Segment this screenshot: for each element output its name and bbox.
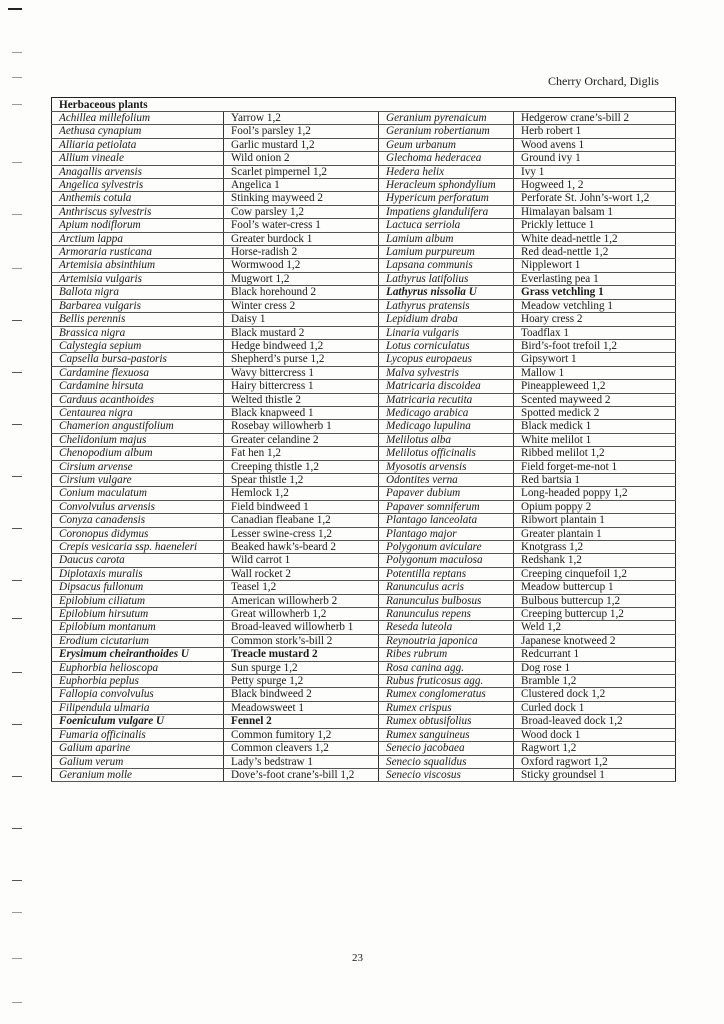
table-row	[52, 366, 676, 379]
scientific-name-cell: Potentilla reptans	[379, 567, 514, 580]
scientific-name-cell: Armoraria rusticana	[52, 246, 224, 259]
scientific-name-cell: Heracleum sphondylium	[379, 179, 514, 192]
common-name-cell: Creeping buttercup 1,2	[514, 608, 676, 621]
common-name-cell: Ribwort plantain 1	[514, 514, 676, 527]
scientific-name-cell: Melilotus officinalis	[379, 447, 514, 460]
scientific-name-cell: Epilobium montanum	[52, 621, 224, 634]
table-row	[52, 514, 676, 527]
scientific-name-cell: Daucus carota	[52, 554, 224, 567]
scientific-name-cell: Carduus acanthoides	[52, 393, 224, 406]
scientific-name-cell: Rubus fruticosus agg.	[379, 675, 514, 688]
scientific-name-cell: Malva sylvestris	[379, 366, 514, 379]
scientific-name-cell: Galium verum	[52, 755, 224, 768]
table-row	[52, 272, 676, 285]
table-row	[52, 125, 676, 138]
scientific-name-cell: Rumex crispus	[379, 701, 514, 714]
common-name-cell: Bird’s-foot trefoil 1,2	[514, 339, 676, 352]
table-row	[52, 567, 676, 580]
scientific-name-cell: Fumaria officinalis	[52, 728, 224, 741]
common-name-cell: Stinking mayweed 2	[224, 192, 379, 205]
scientific-name-cell: Ranunculus acris	[379, 581, 514, 594]
scientific-name-cell: Papaver dubium	[379, 487, 514, 500]
common-name-cell: Greater burdock 1	[224, 232, 379, 245]
common-name-cell: Mugwort 1,2	[224, 272, 379, 285]
table-row	[52, 165, 676, 178]
common-name-cell: Himalayan balsam 1	[514, 205, 676, 218]
common-name-cell: Dove’s-foot crane’s-bill 1,2	[224, 768, 379, 781]
scientific-name-cell: Barbarea vulgaris	[52, 299, 224, 312]
table-row	[52, 594, 676, 607]
scientific-name-cell: Ranunculus repens	[379, 608, 514, 621]
table-row	[52, 715, 676, 728]
scientific-name-cell: Lotus corniculatus	[379, 339, 514, 352]
table-row	[52, 621, 676, 634]
common-name-cell: Long-headed poppy 1,2	[514, 487, 676, 500]
common-name-cell: Wall rocket 2	[224, 567, 379, 580]
common-name-cell: Hoary cress 2	[514, 313, 676, 326]
table-row	[52, 138, 676, 151]
scientific-name-cell: Senecio viscosus	[379, 768, 514, 781]
scientific-name-cell: Arctium lappa	[52, 232, 224, 245]
scientific-name-cell: Apium nodiflorum	[52, 219, 224, 232]
common-name-cell: Prickly lettuce 1	[514, 219, 676, 232]
scientific-name-cell: Lathyrus pratensis	[379, 299, 514, 312]
scientific-name-cell: Achillea millefolium	[52, 112, 224, 125]
table-row	[52, 353, 676, 366]
scientific-name-cell: Conyza canadensis	[52, 514, 224, 527]
scientific-name-cell: Anthriscus sylvestris	[52, 205, 224, 218]
common-name-cell: Black knapweed 1	[224, 406, 379, 419]
common-name-cell: Red dead-nettle 1,2	[514, 246, 676, 259]
common-name-cell: Meadowsweet 1	[224, 701, 379, 714]
common-name-cell: Shepherd’s purse 1,2	[224, 353, 379, 366]
common-name-cell: Garlic mustard 1,2	[224, 138, 379, 151]
scientific-name-cell: Geranium molle	[52, 768, 224, 781]
common-name-cell: Field bindweed 1	[224, 500, 379, 513]
common-name-cell: Greater plantain 1	[514, 527, 676, 540]
common-name-cell: Black horehound 2	[224, 286, 379, 299]
table-row	[52, 232, 676, 245]
table-row	[52, 380, 676, 393]
scientific-name-cell: Matricaria recutita	[379, 393, 514, 406]
scientific-name-cell: Lathyrus latifolius	[379, 272, 514, 285]
scientific-name-cell: Polygonum maculosa	[379, 554, 514, 567]
scientific-name-cell: Allium vineale	[52, 152, 224, 165]
common-name-cell: Japanese knotweed 2	[514, 634, 676, 647]
common-name-cell: Bulbous buttercup 1,2	[514, 594, 676, 607]
table-row	[52, 112, 676, 125]
table-row	[52, 406, 676, 419]
common-name-cell: Wood dock 1	[514, 728, 676, 741]
common-name-cell: Lesser swine-cress 1,2	[224, 527, 379, 540]
common-name-cell: Fennel 2	[224, 715, 379, 728]
scan-binding-marks	[0, 0, 30, 1024]
common-name-cell: Red bartsia 1	[514, 473, 676, 486]
table-row	[52, 447, 676, 460]
table-row	[52, 688, 676, 701]
common-name-cell: Redcurrant 1	[514, 648, 676, 661]
common-name-cell: Greater celandine 2	[224, 433, 379, 446]
scientific-name-cell: Epilobium ciliatum	[52, 594, 224, 607]
common-name-cell: Perforate St. John’s-wort 1,2	[514, 192, 676, 205]
common-name-cell: Horse-radish 2	[224, 246, 379, 259]
scientific-name-cell: Chenopodium album	[52, 447, 224, 460]
common-name-cell: Herb robert 1	[514, 125, 676, 138]
table-row	[52, 701, 676, 714]
common-name-cell: Curled dock 1	[514, 701, 676, 714]
scientific-name-cell: Lepidium draba	[379, 313, 514, 326]
table-heading-row	[52, 98, 676, 112]
table-row	[52, 299, 676, 312]
scientific-name-cell: Plantago lanceolata	[379, 514, 514, 527]
common-name-cell: Hogweed 1, 2	[514, 179, 676, 192]
location-header: Cherry Orchard, Diglis	[548, 74, 659, 88]
scientific-name-cell: Odontites verna	[379, 473, 514, 486]
common-name-cell: Nipplewort 1	[514, 259, 676, 272]
scientific-name-cell: Angelica sylvestris	[52, 179, 224, 192]
scientific-name-cell: Dipsacus fullonum	[52, 581, 224, 594]
common-name-cell: Hairy bittercress 1	[224, 380, 379, 393]
scientific-name-cell: Fallopia convolvulus	[52, 688, 224, 701]
common-name-cell: Wavy bittercress 1	[224, 366, 379, 379]
table-row	[52, 648, 676, 661]
common-name-cell: Wild carrot 1	[224, 554, 379, 567]
scientific-name-cell: Artemisia vulgaris	[52, 272, 224, 285]
scientific-name-cell: Cardamine hirsuta	[52, 380, 224, 393]
table-row	[52, 500, 676, 513]
common-name-cell: Sun spurge 1,2	[224, 661, 379, 674]
table-row	[52, 527, 676, 540]
scientific-name-cell: Foeniculum vulgare U	[52, 715, 224, 728]
scientific-name-cell: Euphorbia peplus	[52, 675, 224, 688]
scientific-name-cell: Rumex conglomeratus	[379, 688, 514, 701]
scientific-name-cell: Lycopus europaeus	[379, 353, 514, 366]
common-name-cell: Daisy 1	[224, 313, 379, 326]
plant-table	[51, 97, 676, 782]
scientific-name-cell: Geranium pyrenaicum	[379, 112, 514, 125]
scientific-name-cell: Rumex sanguineus	[379, 728, 514, 741]
scientific-name-cell: Glechoma hederacea	[379, 152, 514, 165]
table-row	[52, 179, 676, 192]
table-row	[52, 554, 676, 567]
scientific-name-cell: Reynoutria japonica	[379, 634, 514, 647]
common-name-cell: Mallow 1	[514, 366, 676, 379]
common-name-cell: Opium poppy 2	[514, 500, 676, 513]
scientific-name-cell: Linaria vulgaris	[379, 326, 514, 339]
scientific-name-cell: Lapsana communis	[379, 259, 514, 272]
scientific-name-cell: Ballota nigra	[52, 286, 224, 299]
scientific-name-cell: Lathyrus nissolia U	[379, 286, 514, 299]
common-name-cell: Rosebay willowherb 1	[224, 420, 379, 433]
common-name-cell: Scarlet pimpernel 1,2	[224, 165, 379, 178]
table-row	[52, 634, 676, 647]
scientific-name-cell: Ribes rubrum	[379, 648, 514, 661]
scientific-name-cell: Conium maculatum	[52, 487, 224, 500]
scientific-name-cell: Rumex obtusifolius	[379, 715, 514, 728]
common-name-cell: Yarrow 1,2	[224, 112, 379, 125]
table-row	[52, 581, 676, 594]
common-name-cell: Oxford ragwort 1,2	[514, 755, 676, 768]
common-name-cell: Broad-leaved willowherb 1	[224, 621, 379, 634]
common-name-cell: Creeping cinquefoil 1,2	[514, 567, 676, 580]
common-name-cell: Black bindweed 2	[224, 688, 379, 701]
common-name-cell: Fat hen 1,2	[224, 447, 379, 460]
table-row	[52, 661, 676, 674]
common-name-cell: Meadow buttercup 1	[514, 581, 676, 594]
table-heading: Herbaceous plants	[52, 98, 676, 112]
table-row	[52, 742, 676, 755]
table-row	[52, 608, 676, 621]
common-name-cell: Common fumitory 1,2	[224, 728, 379, 741]
common-name-cell: Ivy 1	[514, 165, 676, 178]
scientific-name-cell: Lamium album	[379, 232, 514, 245]
common-name-cell: Bramble 1,2	[514, 675, 676, 688]
common-name-cell: Weld 1,2	[514, 621, 676, 634]
common-name-cell: Wood avens 1	[514, 138, 676, 151]
scientific-name-cell: Senecio jacobaea	[379, 742, 514, 755]
common-name-cell: Hedge bindweed 1,2	[224, 339, 379, 352]
common-name-cell: Ragwort 1,2	[514, 742, 676, 755]
table-row	[52, 219, 676, 232]
table-row	[52, 487, 676, 500]
table-row	[52, 541, 676, 554]
table-row	[52, 205, 676, 218]
common-name-cell: Teasel 1,2	[224, 581, 379, 594]
page-number: 23	[352, 952, 363, 964]
scientific-name-cell: Artemisia absinthium	[52, 259, 224, 272]
table-row	[52, 286, 676, 299]
scientific-name-cell: Myosotis arvensis	[379, 460, 514, 473]
scientific-name-cell: Anagallis arvensis	[52, 165, 224, 178]
common-name-cell: Everlasting pea 1	[514, 272, 676, 285]
common-name-cell: Winter cress 2	[224, 299, 379, 312]
scientific-name-cell: Cirsium vulgare	[52, 473, 224, 486]
common-name-cell: Creeping thistle 1,2	[224, 460, 379, 473]
scientific-name-cell: Calystegia sepium	[52, 339, 224, 352]
scientific-name-cell: Geum urbanum	[379, 138, 514, 151]
scientific-name-cell: Cardamine flexuosa	[52, 366, 224, 379]
common-name-cell: Lady’s bedstraw 1	[224, 755, 379, 768]
common-name-cell: Wild onion 2	[224, 152, 379, 165]
scientific-name-cell: Melilotus alba	[379, 433, 514, 446]
common-name-cell: Dog rose 1	[514, 661, 676, 674]
common-name-cell: Welted thistle 2	[224, 393, 379, 406]
scientific-name-cell: Senecio squalidus	[379, 755, 514, 768]
scientific-name-cell: Galium aparine	[52, 742, 224, 755]
scientific-name-cell: Erysimum cheiranthoides U	[52, 648, 224, 661]
common-name-cell: Beaked hawk’s-beard 2	[224, 541, 379, 554]
common-name-cell: Ribbed melilot 1,2	[514, 447, 676, 460]
common-name-cell: Hemlock 1,2	[224, 487, 379, 500]
common-name-cell: Petty spurge 1,2	[224, 675, 379, 688]
common-name-cell: Spotted medick 2	[514, 406, 676, 419]
scientific-name-cell: Aethusa cynapium	[52, 125, 224, 138]
common-name-cell: Field forget-me-not 1	[514, 460, 676, 473]
scientific-name-cell: Medicago lupulina	[379, 420, 514, 433]
scientific-name-cell: Matricaria discoidea	[379, 380, 514, 393]
scientific-name-cell: Centaurea nigra	[52, 406, 224, 419]
table-row	[52, 768, 676, 781]
scientific-name-cell: Capsella bursa-pastoris	[52, 353, 224, 366]
common-name-cell: Common cleavers 1,2	[224, 742, 379, 755]
scientific-name-cell: Plantago major	[379, 527, 514, 540]
table-row	[52, 259, 676, 272]
common-name-cell: White dead-nettle 1,2	[514, 232, 676, 245]
common-name-cell: Sticky groundsel 1	[514, 768, 676, 781]
scientific-name-cell: Epilobium hirsutum	[52, 608, 224, 621]
common-name-cell: Pineappleweed 1,2	[514, 380, 676, 393]
scientific-name-cell: Cirsium arvense	[52, 460, 224, 473]
scientific-name-cell: Medicago arabica	[379, 406, 514, 419]
common-name-cell: White melilot 1	[514, 433, 676, 446]
table-row	[52, 473, 676, 486]
scientific-name-cell: Convolvulus arvensis	[52, 500, 224, 513]
common-name-cell: Wormwood 1,2	[224, 259, 379, 272]
common-name-cell: Gipsywort 1	[514, 353, 676, 366]
scientific-name-cell: Lactuca serriola	[379, 219, 514, 232]
scientific-name-cell: Alliaria petiolata	[52, 138, 224, 151]
table-row	[52, 460, 676, 473]
scientific-name-cell: Coronopus didymus	[52, 527, 224, 540]
common-name-cell: Scented mayweed 2	[514, 393, 676, 406]
scientific-name-cell: Impatiens glandulifera	[379, 205, 514, 218]
scientific-name-cell: Anthemis cotula	[52, 192, 224, 205]
table-row	[52, 433, 676, 446]
common-name-cell: Ground ivy 1	[514, 152, 676, 165]
common-name-cell: Common stork’s-bill 2	[224, 634, 379, 647]
common-name-cell: Spear thistle 1,2	[224, 473, 379, 486]
scientific-name-cell: Hypericum perforatum	[379, 192, 514, 205]
scientific-name-cell: Polygonum aviculare	[379, 541, 514, 554]
scientific-name-cell: Euphorbia helioscopa	[52, 661, 224, 674]
table-row	[52, 152, 676, 165]
common-name-cell: Hedgerow crane’s-bill 2	[514, 112, 676, 125]
common-name-cell: Grass vetchling 1	[514, 286, 676, 299]
scientific-name-cell: Ranunculus bulbosus	[379, 594, 514, 607]
scientific-name-cell: Filipendula ulmaria	[52, 701, 224, 714]
common-name-cell: Fool’s parsley 1,2	[224, 125, 379, 138]
common-name-cell: Great willowherb 1,2	[224, 608, 379, 621]
table-row	[52, 675, 676, 688]
table-row	[52, 339, 676, 352]
common-name-cell: Canadian fleabane 1,2	[224, 514, 379, 527]
table-row	[52, 313, 676, 326]
common-name-cell: Angelica 1	[224, 179, 379, 192]
scientific-name-cell: Brassica nigra	[52, 326, 224, 339]
scientific-name-cell: Erodium cicutarium	[52, 634, 224, 647]
scientific-name-cell: Diplotaxis muralis	[52, 567, 224, 580]
common-name-cell: Fool’s water-cress 1	[224, 219, 379, 232]
common-name-cell: Toadflax 1	[514, 326, 676, 339]
common-name-cell: Redshank 1,2	[514, 554, 676, 567]
scientific-name-cell: Lamium purpureum	[379, 246, 514, 259]
table-row	[52, 755, 676, 768]
table-row	[52, 326, 676, 339]
scientific-name-cell: Bellis perennis	[52, 313, 224, 326]
common-name-cell: Meadow vetchling 1	[514, 299, 676, 312]
scientific-name-cell: Reseda luteola	[379, 621, 514, 634]
common-name-cell: Black medick 1	[514, 420, 676, 433]
scientific-name-cell: Rosa canina agg.	[379, 661, 514, 674]
common-name-cell: Treacle mustard 2	[224, 648, 379, 661]
common-name-cell: American willowherb 2	[224, 594, 379, 607]
table-row	[52, 420, 676, 433]
scientific-name-cell: Geranium robertianum	[379, 125, 514, 138]
common-name-cell: Cow parsley 1,2	[224, 205, 379, 218]
table-row	[52, 246, 676, 259]
table-row	[52, 393, 676, 406]
table-row	[52, 728, 676, 741]
scientific-name-cell: Papaver somniferum	[379, 500, 514, 513]
scientific-name-cell: Crepis vesicaria ssp. haeneleri	[52, 541, 224, 554]
table-row	[52, 192, 676, 205]
scientific-name-cell: Hedera helix	[379, 165, 514, 178]
common-name-cell: Clustered dock 1,2	[514, 688, 676, 701]
common-name-cell: Knotgrass 1,2	[514, 541, 676, 554]
scientific-name-cell: Chamerion angustifolium	[52, 420, 224, 433]
common-name-cell: Black mustard 2	[224, 326, 379, 339]
common-name-cell: Broad-leaved dock 1,2	[514, 715, 676, 728]
scientific-name-cell: Chelidonium majus	[52, 433, 224, 446]
